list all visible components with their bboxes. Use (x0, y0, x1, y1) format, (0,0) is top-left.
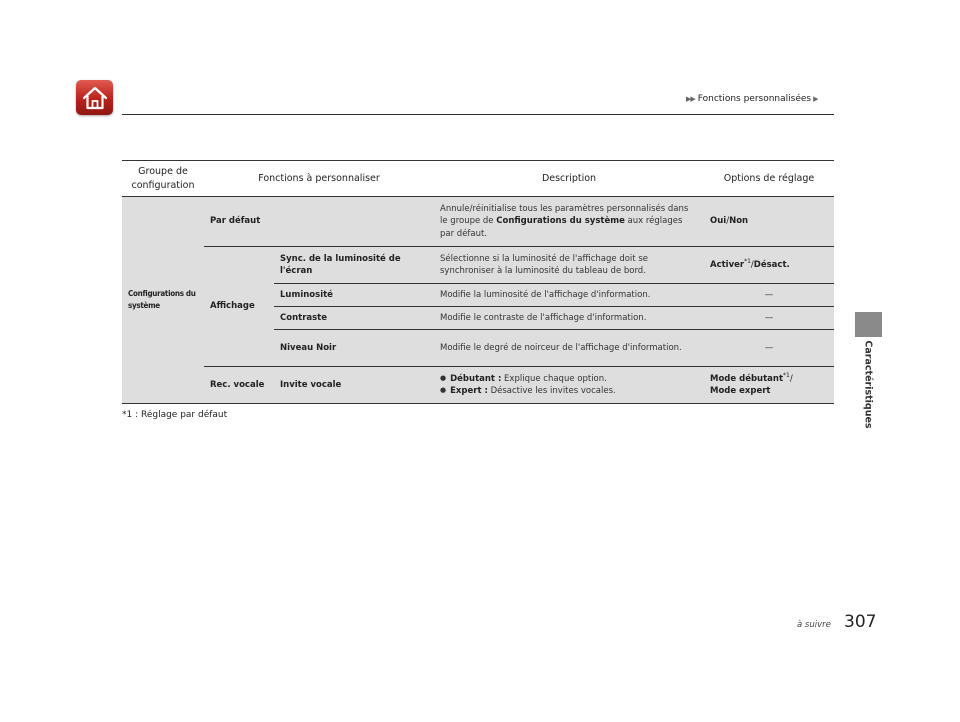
bullet-list (440, 373, 698, 398)
bullet-text: Explique chaque option. (501, 373, 607, 384)
table-row-default (122, 197, 834, 247)
desc-voice-prompt (434, 367, 704, 404)
option-value: Désact. (753, 259, 790, 270)
options-voice-prompt (704, 367, 834, 404)
section-tab[interactable] (855, 312, 882, 337)
page-number: 307 (844, 612, 877, 632)
breadcrumb-label: Fonctions personnalisées (697, 94, 812, 104)
feature-contrast: Contraste (274, 307, 434, 330)
options-brightness: — (704, 284, 834, 307)
footnote: *1 : Réglage par défaut (122, 410, 228, 420)
subgroup-voice: Rec. vocale (204, 367, 274, 404)
footnote-ref: *1 (783, 371, 790, 379)
desc-bold-text: Configurations du système (496, 216, 625, 227)
desc-contrast: Modifie le contraste de l'affichage d'information. (434, 307, 704, 330)
desc-sync: Sélectionne si la luminosité de l'affichage doit se synchroniser à la luminosité du tableau de bord. (434, 247, 704, 284)
option-separator: / (750, 259, 754, 270)
home-icon (82, 86, 108, 110)
feature-voice-prompt: Invite vocale (274, 367, 434, 404)
options-contrast: — (704, 307, 834, 330)
table-header-row (122, 161, 834, 197)
desc-brightness: Modifie la luminosité de l'affichage d'information. (434, 284, 704, 307)
header-feature: Fonctions à personnaliser (204, 161, 434, 197)
option-separator: / (726, 216, 730, 227)
bullet-text: Désactive les invites vocales. (487, 386, 616, 396)
feature-default: Par défaut (204, 197, 434, 247)
option-separator: / (789, 373, 793, 384)
desc-default (434, 197, 704, 247)
home-button[interactable] (76, 80, 113, 115)
bullet-label: Expert : (450, 386, 488, 396)
header-group: Groupe de configuration (122, 161, 204, 197)
table-row-sync (122, 247, 834, 284)
subgroup-display: Affichage (204, 247, 274, 367)
continued-label: à suivre (797, 620, 831, 630)
option-value: Oui (710, 216, 727, 227)
group-cell: Configurations du système (122, 197, 204, 404)
bullet-label: Débutant : (450, 373, 502, 384)
section-tab-text: Caractéristiques (862, 339, 874, 429)
option-value: Mode expert (710, 386, 771, 396)
footnote-ref: *1 (744, 258, 751, 266)
header-rule (122, 114, 834, 115)
option-value: Non (729, 216, 749, 227)
bullet-item (440, 385, 698, 397)
desc-text-end: aux réglages par défaut. (440, 216, 683, 239)
options-black-level: — (704, 330, 834, 367)
options-default (704, 197, 834, 247)
option-value: Mode débutant (710, 373, 784, 384)
desc-text: Annule/réinitialise tous les paramètres personnalisés dans le groupe de (440, 204, 689, 227)
header-options: Options de réglage (704, 161, 834, 197)
option-value: Activer (710, 259, 745, 270)
customization-table (122, 160, 834, 404)
bullet-item (440, 373, 698, 385)
feature-brightness: Luminosité (274, 284, 434, 307)
options-sync (704, 247, 834, 284)
section-tab-label (856, 339, 880, 429)
table-row-voice (122, 367, 834, 404)
desc-black-level: Modifie le degré de noirceur de l'affichage d'information. (434, 330, 704, 367)
double-triangle-icon: ▶▶ (686, 95, 695, 103)
triangle-icon: ▶ (813, 95, 819, 103)
feature-black-level: Niveau Noir (274, 330, 434, 367)
breadcrumb[interactable] (686, 94, 819, 104)
feature-sync: Sync. de la luminosité de l'écran (274, 247, 434, 284)
header-description: Description (434, 161, 704, 197)
